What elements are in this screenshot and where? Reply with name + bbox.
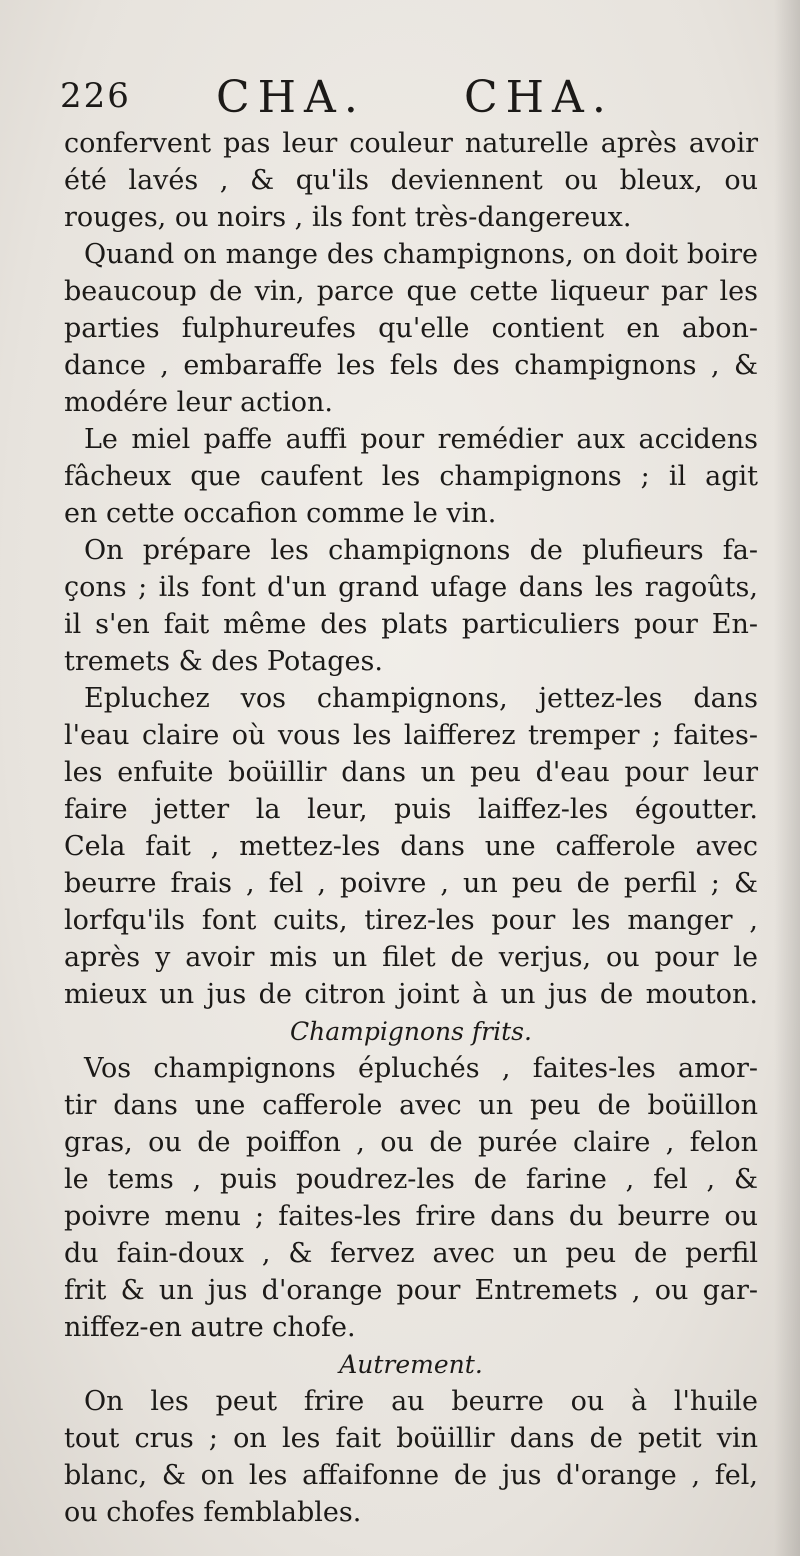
text-line: tir dans une cafferole avec un peu de boüillon bbox=[64, 1090, 758, 1121]
text-line: beaucoup de vin, parce que cette liqueur par les bbox=[64, 276, 758, 307]
text-line: tremets & des Potages. bbox=[64, 646, 383, 677]
text-line: blanc, & on les affaifonne de jus d'orange , fel, bbox=[64, 1460, 758, 1491]
text-line: On les peut frire au beurre ou à l'huile bbox=[84, 1386, 758, 1417]
text-line: Le miel paffe auffi pour remédier aux accidens bbox=[84, 424, 758, 455]
text-line: confervent pas leur couleur naturelle après avoir bbox=[64, 128, 758, 159]
text-line: fâcheux que caufent les champignons ; il agit bbox=[64, 461, 758, 492]
text-line: çons ; ils font d'un grand ufage dans les ragoûts, bbox=[64, 572, 758, 603]
text-line: le tems , puis poudrez-les de farine , fel , & bbox=[64, 1164, 758, 1195]
text-line: ou chofes femblables. bbox=[64, 1497, 362, 1528]
text-line: Quand on mange des champignons, on doit boire bbox=[84, 239, 758, 270]
text-line: niffez-en autre chofe. bbox=[64, 1312, 356, 1343]
text-line: tout crus ; on les fait boüillir dans de petit vin bbox=[64, 1423, 758, 1454]
text-line: dance , embaraffe les fels des champignons , & bbox=[64, 350, 758, 381]
text-line: gras, ou de poiffon , ou de purée claire , felon bbox=[64, 1127, 758, 1158]
text-line: modére leur action. bbox=[64, 387, 334, 418]
page-header bbox=[60, 72, 620, 132]
page-edge-shadow bbox=[774, 0, 800, 1556]
running-head-right: CHA. bbox=[464, 72, 614, 123]
text-line: Cela fait , mettez-les dans une cafferole avec bbox=[64, 831, 758, 862]
text-line: du fain-doux , & fervez avec un peu de perfil bbox=[64, 1238, 758, 1269]
running-head-left: CHA. bbox=[216, 72, 366, 123]
text-line: faire jetter la leur, puis laiffez-les égoutter. bbox=[64, 794, 758, 825]
text-line: rouges, ou noirs , ils font très-dangereux. bbox=[64, 202, 632, 233]
page-number: 226 bbox=[60, 76, 131, 116]
text-line: été lavés , & qu'ils deviennent ou bleux, ou bbox=[64, 165, 758, 196]
text-line: beurre frais , fel , poivre , un peu de perfil ; & bbox=[64, 868, 758, 899]
text-line: Vos champignons épluchés , faites-les amor- bbox=[84, 1053, 758, 1084]
text-line: On prépare les champignons de plufieurs fa- bbox=[84, 535, 758, 566]
body-text bbox=[64, 125, 758, 1531]
text-line: il s'en fait même des plats particuliers pour En- bbox=[64, 609, 758, 640]
text-line: Epluchez vos champignons, jettez-les dans bbox=[84, 683, 758, 714]
text-line: frit & un jus d'orange pour Entremets , ou gar- bbox=[64, 1275, 758, 1306]
section-heading: Champignons frits. bbox=[290, 1017, 532, 1046]
text-line: mieux un jus de citron joint à un jus de mouton. bbox=[64, 979, 758, 1010]
text-line: en cette occafion comme le vin. bbox=[64, 498, 497, 529]
text-line: après y avoir mis un filet de verjus, ou pour le bbox=[64, 942, 758, 973]
section-heading: Autrement. bbox=[339, 1350, 483, 1379]
text-line: parties fulphureufes qu'elle contient en abon- bbox=[64, 313, 758, 344]
text-line: les enfuite boüillir dans un peu d'eau pour leur bbox=[64, 757, 758, 788]
text-line: lorfqu'ils font cuits, tirez-les pour les manger , bbox=[64, 905, 758, 936]
text-line: poivre menu ; faites-les frire dans du beurre ou bbox=[64, 1201, 758, 1232]
text-line: l'eau claire où vous les laifferez tremper ; faites- bbox=[64, 720, 758, 751]
